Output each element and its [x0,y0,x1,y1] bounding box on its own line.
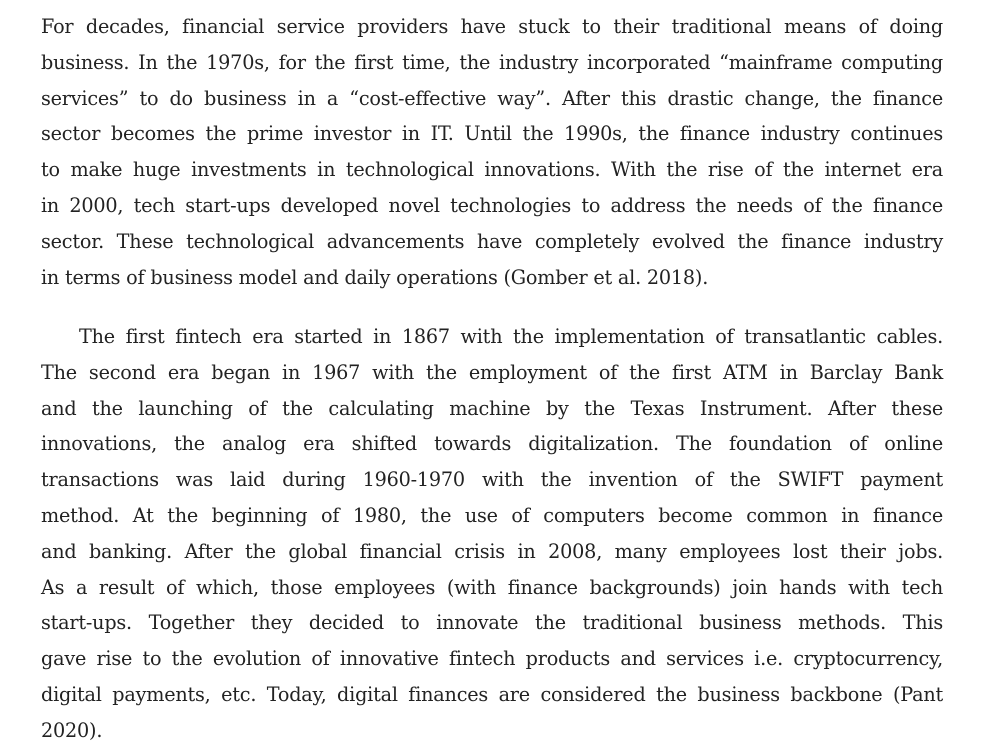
text-line: 2020). [41,718,103,742]
text-line: As a result of which, those employees (with finance backgrounds) join hands with tech [41,575,943,599]
text-line: and the launching of the calculating machine by the Texas Instrument. After these [41,396,943,420]
text-line: sector becomes the prime investor in IT. Until the 1990s, the finance industry continues [41,122,943,146]
text-line: start-ups. Together they decided to innovate the traditional business methods. This [41,611,943,635]
text-line: in terms of business model and daily operations (Gomber et al. 2018). [41,265,709,289]
text-line: and banking. After the global financial crisis in 2008, many employees lost their jobs. [41,539,943,563]
text-line: to make huge investments in technological innovations. With the rise of the internet era [41,158,943,182]
text-line: gave rise to the evolution of innovative fintech products and services i.e. cryptocurrency, [41,647,943,671]
text-line: method. At the beginning of 1980, the use of computers become common in finance [41,503,943,527]
text-line: digital payments, etc. Today, digital finances are considered the business backbone (Pant [41,682,943,706]
text-line: sector. These technological advancements have completely evolved the finance industry [41,229,943,253]
text-line: The second era began in 1967 with the employment of the first ATM in Barclay Bank [41,360,943,384]
text-line: services” to do business in a “cost-effective way”. After this drastic change, the finance [41,86,943,110]
text-line: For decades, financial service providers have stuck to their traditional means of doing [41,15,943,38]
text-line: transactions was laid during 1960-1970 with the invention of the SWIFT payment [41,468,943,492]
text-line: business. In the 1970s, for the first time, the industry incorporated “mainframe computing [41,50,943,74]
paragraph-fintech-history-intro [41,9,943,295]
text-line: in 2000, tech start-ups developed novel technologies to address the needs of the finance [41,193,943,217]
text-line: The first fintech era started in 1867 with the implementation of transatlantic cables. [79,325,943,348]
paragraph-fintech-eras [41,319,943,749]
text-line: innovations, the analog era shifted towards digitalization. The foundation of online [41,432,943,456]
